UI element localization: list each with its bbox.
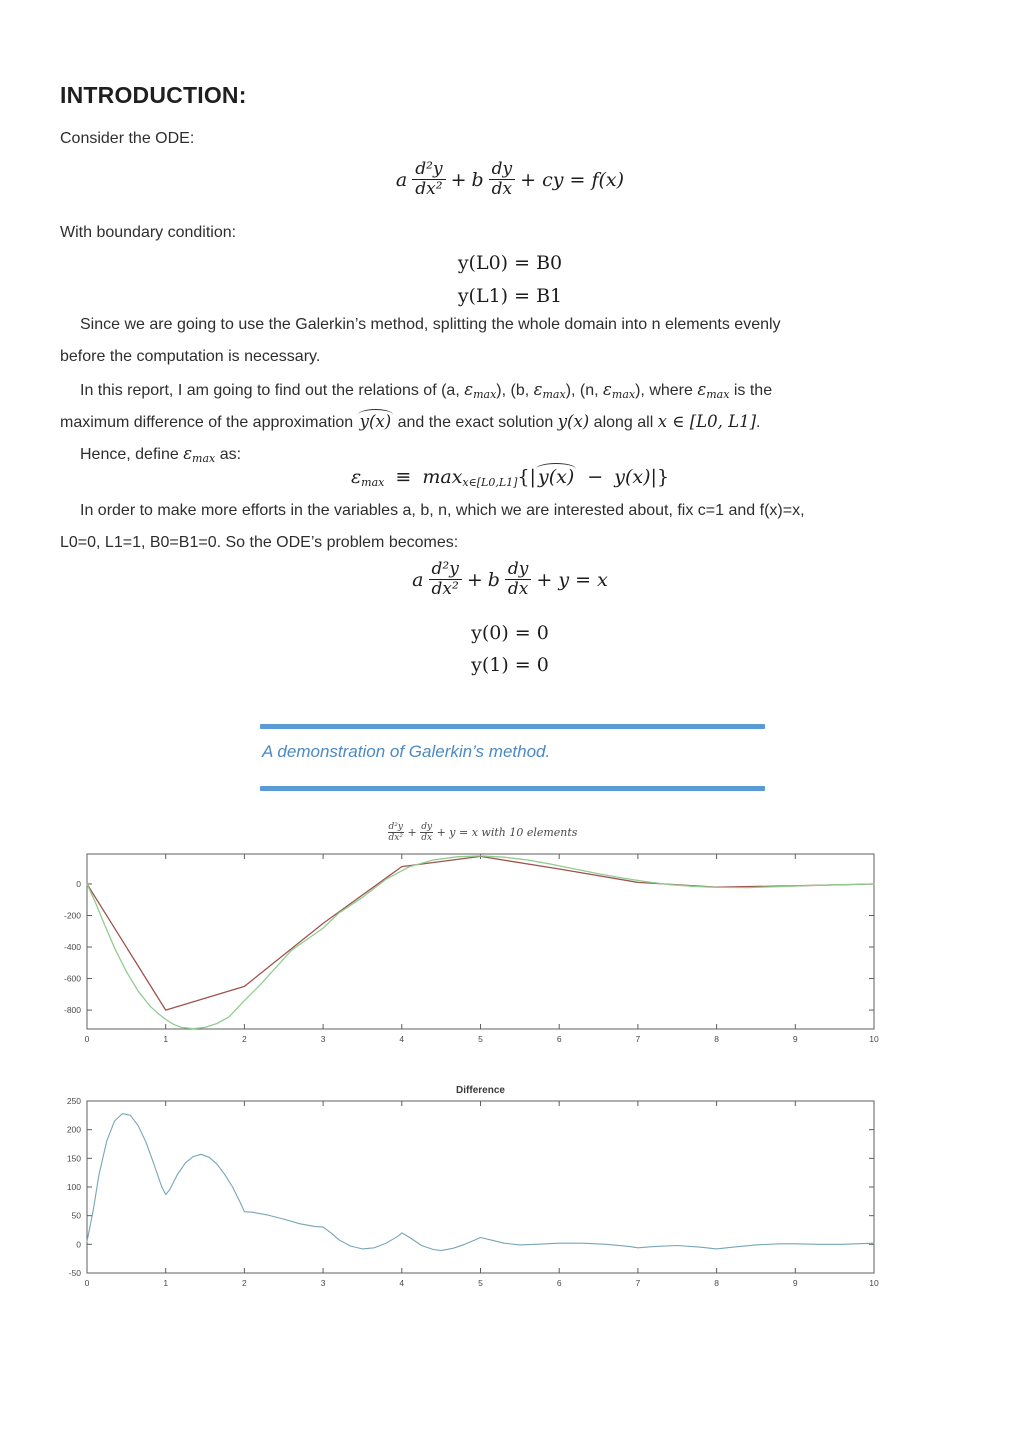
chart-difference-plot: [55, 1078, 895, 1293]
svg-text:7: 7: [635, 1034, 641, 1044]
eq-var-a: a: [395, 168, 408, 191]
svg-text:-400: -400: [63, 942, 81, 953]
svg-text:-600: -600: [63, 973, 81, 984]
svg-text:-200: -200: [63, 910, 81, 921]
paragraph-fix-line1: In order to make more efforts in the variables a, b, n, which we are interested about, fix c=1 and f(x)=x,: [80, 502, 805, 519]
y-hat-approximation: y(x): [359, 412, 392, 431]
paragraph-report-line1: In this report, I am going to find out the relations of (a, $\varepsilon_{max}$), (b, $\varepsilon_{max}$), (n, $\varepsilon_{max}$), where $\varepsilon_{max}$ is the: [80, 380, 773, 401]
chart1-title: $\frac{\text{d²y}}{\text{dx²}}$ + $\frac{dy}{dx}$ + y = x with 10 elements: [388, 822, 578, 844]
svg-text:0: 0: [84, 1034, 90, 1044]
chart1-title-fraction1: $\frac{\text{d²y}}{\text{dx²}}$: [388, 822, 403, 844]
equation-bc-fixed-1: y(1) = 0: [471, 654, 549, 676]
svg-text:250: 250: [66, 1096, 81, 1106]
svg-text:10: 10: [869, 1278, 879, 1288]
chart1-title-fraction2: $\frac{dy}{dx}$: [421, 822, 433, 844]
svg-text:9: 9: [792, 1278, 798, 1288]
y-hat-in-equation: y(x): [537, 466, 575, 488]
svg-text:8: 8: [714, 1034, 719, 1044]
svg-text:5: 5: [478, 1278, 483, 1288]
svg-text:50: 50: [71, 1210, 81, 1221]
svg-text:3: 3: [320, 1278, 326, 1288]
equation-bc0: y(L0) = B0: [457, 252, 563, 274]
fraction-dy-dx: $\frac{dy}{dx}$: [505, 560, 532, 599]
svg-text:0: 0: [76, 1239, 81, 1250]
svg-text:9: 9: [792, 1034, 798, 1044]
svg-text:6: 6: [556, 1278, 562, 1288]
svg-text:4: 4: [399, 1278, 405, 1288]
svg-text:Difference: Difference: [456, 1085, 505, 1096]
equation-emax-definition: $\varepsilon_{max} \equiv \max_{x\in[L0,L1]}\{|$ y(x) − y(x)|}: [350, 466, 670, 489]
svg-text:7: 7: [635, 1278, 641, 1288]
svg-text:10: 10: [869, 1034, 879, 1044]
paragraph-report-line2: maximum difference of the approximation y(x) and the exact solution y(x) along all x ∈ [L0, L1].: [60, 412, 761, 431]
svg-text:6: 6: [556, 1034, 562, 1044]
callout-top-rule: [260, 724, 765, 729]
intro-boundary-line: With boundary condition:: [60, 224, 237, 241]
paragraph-report-line3: Hence, define $\varepsilon_{max}$ as:: [80, 444, 242, 465]
paragraph-galerkin-line1: Since we are going to use the Galerkin’s method, splitting the whole domain into n elements evenly: [80, 316, 781, 333]
page-title: INTRODUCTION:: [60, 82, 247, 108]
chart-solution-plot: [55, 846, 895, 1054]
svg-text:150: 150: [66, 1153, 81, 1164]
paragraph-galerkin-line2: before the computation is necessary.: [60, 348, 321, 365]
fraction-d2y-dx2: $\frac{\text{d²y}}{\text{dx²}}$: [429, 560, 462, 599]
eq-tail: + cy = f(x): [520, 168, 625, 191]
paragraph-fix-line2: L0=0, L1=1, B0=B1=0. So the ODE’s problem becomes:: [60, 534, 459, 551]
y-exact: y(x): [557, 412, 590, 431]
callout-bottom-rule: [260, 786, 765, 791]
fraction-dy-dx: $\frac{dy}{dx}$: [489, 160, 516, 199]
svg-text:1: 1: [163, 1034, 169, 1044]
svg-text:8: 8: [714, 1278, 719, 1288]
svg-text:-800: -800: [63, 1005, 81, 1016]
svg-text:4: 4: [399, 1034, 405, 1044]
callout-text: A demonstration of Galerkin’s method.: [262, 742, 551, 761]
svg-text:2: 2: [242, 1034, 247, 1044]
eq-plus: +: [450, 168, 467, 191]
svg-text:100: 100: [66, 1182, 81, 1192]
svg-text:3: 3: [320, 1034, 326, 1044]
svg-text:0: 0: [76, 878, 81, 889]
equation-bc-fixed-0: y(0) = 0: [471, 622, 549, 644]
x-domain: x ∈ [L0, L1]: [657, 412, 757, 431]
svg-text:200: 200: [66, 1124, 81, 1135]
equation-ode-general: [60, 160, 960, 199]
equation-bc1: y(L1) = B1: [457, 285, 563, 307]
fraction-d2y-dx2: $\frac{\text{d²y}}{\text{dx²}}$: [412, 160, 445, 199]
equation-ode-fixed: a $\frac{\text{d²y}}{\text{dx²}}$ + b $\frac{dy}{dx}$ + y = x: [412, 559, 608, 600]
svg-text:1: 1: [163, 1278, 169, 1288]
svg-text:5: 5: [478, 1034, 483, 1044]
intro-consider-line: Consider the ODE:: [60, 130, 195, 147]
svg-text:-50: -50: [68, 1268, 81, 1278]
svg-text:0: 0: [84, 1278, 90, 1288]
eq-var-b: b: [471, 168, 484, 191]
svg-text:2: 2: [242, 1278, 247, 1288]
